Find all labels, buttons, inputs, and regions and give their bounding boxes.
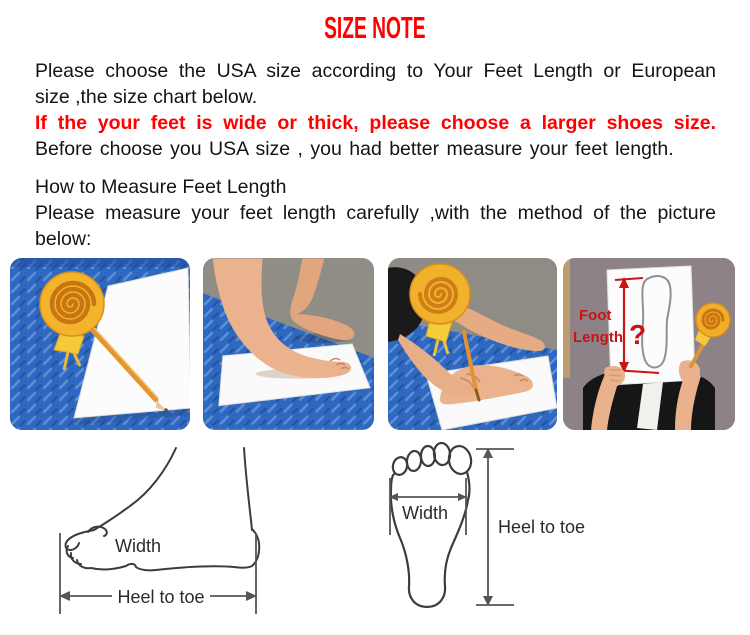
how-to-measure-section bbox=[35, 174, 716, 252]
foot-outline bbox=[66, 448, 260, 570]
side-view-foot-drawing bbox=[38, 438, 278, 628]
photo-step-4-illustration bbox=[563, 258, 735, 430]
photo-step-3-illustration bbox=[388, 258, 557, 430]
photo-step-2-foot-on-paper bbox=[203, 258, 374, 430]
intro-paragraph bbox=[35, 58, 716, 162]
footprint-outline bbox=[391, 442, 473, 607]
photo-step-1-illustration bbox=[10, 258, 190, 430]
diagram-top-view-footprint bbox=[380, 438, 615, 623]
top-view-width-label: Width bbox=[401, 503, 449, 523]
how-to-instruction-line-1: Please measure your feet length carefully ,with the method of the picture bbox=[35, 202, 716, 224]
top-view-foot-drawing bbox=[380, 438, 615, 623]
photo-step-2-illustration bbox=[203, 258, 374, 430]
wall-edge bbox=[563, 258, 570, 378]
warning-text: If the your feet is wide or thick, please choose a larger shoes size. bbox=[35, 112, 716, 134]
intro-line-2: size ,the size chart below. bbox=[35, 86, 258, 108]
how-to-heading: How to Measure Feet Length bbox=[35, 176, 287, 198]
diagram-side-view-foot bbox=[38, 438, 278, 628]
page-title: SIZE NOTE bbox=[324, 10, 426, 45]
page-title-row bbox=[0, 10, 750, 46]
foot-length-label-line1: Foot bbox=[579, 307, 612, 324]
photo-step-3-tracing-foot bbox=[388, 258, 557, 430]
mat-edge bbox=[10, 258, 190, 267]
photo-step-4-showing-outline bbox=[563, 258, 735, 430]
foot-length-label-line2: Length bbox=[573, 329, 623, 346]
advice-text: Before choose you USA size , you had better measure your feet length. bbox=[35, 138, 674, 160]
how-to-instruction-line-2: below: bbox=[35, 228, 92, 250]
side-view-width-label: Width bbox=[114, 536, 162, 556]
top-view-heel-to-toe-label: Heel to toe bbox=[498, 517, 586, 537]
photo-step-1-pencil-paper bbox=[10, 258, 190, 430]
intro-line-1: Please choose the USA size according to Your Feet Length or European bbox=[35, 60, 716, 82]
question-mark: ? bbox=[629, 319, 647, 350]
side-view-heel-to-toe-label: Heel to toe bbox=[117, 587, 205, 607]
